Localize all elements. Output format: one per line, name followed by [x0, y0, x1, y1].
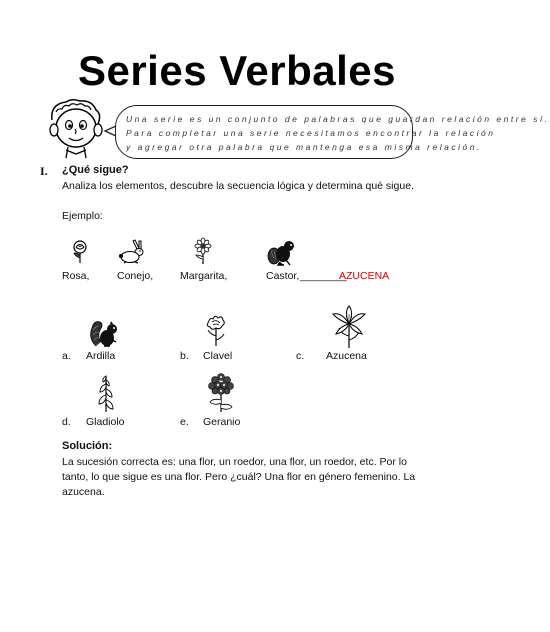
solution-text: La sucesión correcta es: una flor, un roedor, una flor, un roedor, etc. Por lo tanto, lo que sigue es una flor. Pero ¿cuál? Una flor en género femenino. La azucena.: [62, 456, 416, 498]
rabbit-icon: [118, 240, 148, 264]
option-letter: c.: [296, 350, 305, 362]
section-number: I.: [40, 164, 48, 178]
answer-blank: ________: [300, 270, 347, 282]
option-label: Ardilla: [86, 350, 116, 362]
daisy-icon: [192, 238, 214, 264]
example-label: Ejemplo:: [62, 210, 103, 222]
beaver-icon: [266, 238, 296, 266]
squirrel-icon: [88, 318, 120, 348]
gladiolus-icon: [96, 372, 116, 412]
section-title: ¿Qué sigue?: [62, 164, 129, 176]
bubble-line: Una serie es un conjunto de palabras que guardan relación entre sí.: [126, 114, 550, 124]
option-letter: d.: [62, 416, 71, 428]
kid-face-icon: [42, 98, 110, 162]
example-item: Conejo,: [117, 270, 154, 282]
definition-bubble: [115, 105, 550, 159]
option-label: Azucena: [326, 350, 367, 362]
example-item: Castor,: [266, 270, 300, 282]
option-letter: e.: [180, 416, 189, 428]
geranium-icon: [206, 372, 236, 412]
bubble-line: Para completar una serie necesitamos encontrar la relación: [126, 128, 496, 138]
instruction-text: Analiza los elementos, descubre la secuencia lógica y determina qué sigue.: [62, 180, 414, 192]
bubble-line: y agregar otra palabra que mantenga esa misma relación.: [126, 142, 482, 152]
lily-icon: [332, 306, 366, 348]
option-label: Geranio: [203, 416, 241, 428]
option-letter: a.: [62, 350, 71, 362]
option-label: Gladiolo: [86, 416, 125, 428]
rose-icon: [70, 240, 90, 264]
page-title: Series Verbales: [77, 47, 397, 94]
example-item: Rosa,: [62, 270, 90, 282]
example-item: Margarita,: [180, 270, 228, 282]
answer-text: AZUCENA: [339, 270, 390, 282]
option-label: Clavel: [203, 350, 233, 362]
solution-title: Solución:: [62, 440, 113, 452]
carnation-icon: [204, 314, 228, 346]
option-letter: b.: [180, 350, 189, 362]
